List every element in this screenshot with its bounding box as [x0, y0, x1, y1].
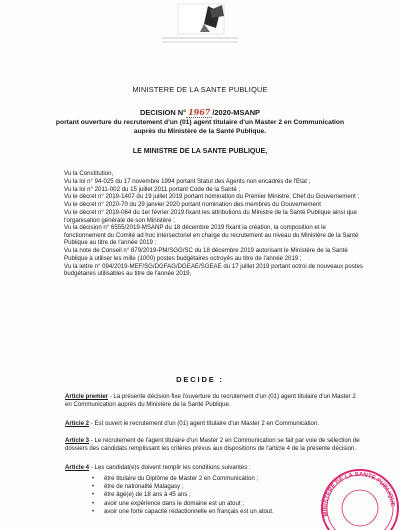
article-label: Article 4: [65, 464, 90, 471]
decide-heading: DECIDE :: [176, 375, 224, 384]
vu-item: Vu le décret n° 2020-70 du 29 janvier 2020 portant nomination des membres du Gouvernement: [64, 201, 321, 209]
vu-item: Vu le décret n° 2019-1407 du 19 juillet 2019 portant nomination du Premier Ministre, Chef du Gouvernement ;: [64, 193, 360, 201]
stamp-text: MINISTERE DE LA SANTE PUBLIQUE: [322, 471, 396, 517]
vu-item: Vu la loi n° 94-025 du 17 novembre 1994 portant Statut des Agents non encadrés de l'Etat ;: [64, 177, 311, 185]
vu-item: Vu la note de Conseil n° 879/2019-PM/SGG/SC du 18 décembre 2019 autorisant le Ministère de la Santé Publique à utiliser les mille (1000) postes budgétaires octroyés au titre de l'année 2019 ;: [64, 247, 348, 262]
condition-item: • avoir une expérience dans le domaine est un atout ;: [92, 500, 332, 508]
article-2: [65, 420, 363, 428]
decision-prefix: DECISION N°: [140, 108, 187, 117]
article-3: [65, 437, 363, 453]
article-text: - Les candidat(e)s doivent remplir les conditions suivantes :: [89, 464, 251, 471]
article-label: Article 3: [65, 437, 90, 444]
ministry-heading: MINISTERE DE LA SANTE PUBLIQUE: [132, 85, 268, 94]
article-premier: [65, 393, 363, 409]
official-stamp: [318, 460, 400, 530]
vu-item: Vu la décision n° 6555/2019-MSANP du 18 décembre 2019 fixant la création, la composition et le fonctionnement du Comité ad hoc intersectoriel en charge du recrutement au niveau du Ministère de la Santé Publique au titre de l'année 2019 ;: [64, 224, 359, 247]
vu-item: Vu la loi n° 2011-002 du 15 juillet 2011 portant Code de la Santé ;: [64, 185, 241, 193]
article-label: Article premier: [65, 393, 109, 400]
subject-line: portant ouverture du recrutement d'un (01) agent titulaire d'un Master 2 en Communication: [55, 119, 345, 126]
conditions-list: [92, 475, 332, 516]
vu-list: [64, 170, 364, 278]
vu-item: Vu la Constitution,: [64, 170, 114, 177]
handwritten-decision-number: 1967: [188, 107, 211, 117]
vu-item: Vu le décret n° 2019-064 du 1er février 2019 fixant les attributions du Ministre de la Santé Publique ainsi que l'organisation générale de son Ministère ;: [64, 208, 357, 224]
authority-heading: LE MINISTRE DE LA SANTE PUBLIQUE,: [132, 147, 268, 155]
condition-item: • être titulaire du Diplôme de Master 2 en Communication ;: [92, 475, 332, 483]
vu-item: Vu la lettre n° 094/2019-MEF/SG/DGFAG/DGEAE/SGEAE du 17 juillet 2019 portant octroi de nouveaux postes budgétaires utilisables au titre de l'année 2019,: [64, 262, 363, 278]
letterhead-emblem: [150, 2, 250, 50]
decision-number: [0, 107, 400, 117]
condition-item: • être âgé(e) de 18 ans à 45 ans ;: [92, 491, 332, 499]
subject-line: auprès du Ministère de la Santé Publique.: [133, 127, 267, 135]
article-text: - Est ouvert le recrutement d'un (01) agent titulaire d'un Master 2 en Communication.: [89, 420, 320, 427]
article-text: - Le recrutement de l'agent titulaire d'un Master 2 en Communication se fait par voie de sélection de dossiers des candidats remplissant les critères prévus aux dispositions de l'article 4 de la présente décision.: [65, 437, 360, 452]
condition-item: • être de nationalité Malagasy ;: [92, 483, 332, 491]
article-label: Article 2: [65, 420, 90, 427]
condition-item: • avoir une forte capacité rédactionnelle en français est un atout.: [92, 508, 332, 516]
decision-suffix: /2020-MSANP: [212, 108, 260, 117]
decision-subject: [40, 119, 360, 136]
article-text: - La présente décision fixe l'ouverture du recrutement d'un (01) agent titulaire d'un Master 2 en Communication auprès du Ministère de la Santé Publique.: [65, 393, 356, 408]
